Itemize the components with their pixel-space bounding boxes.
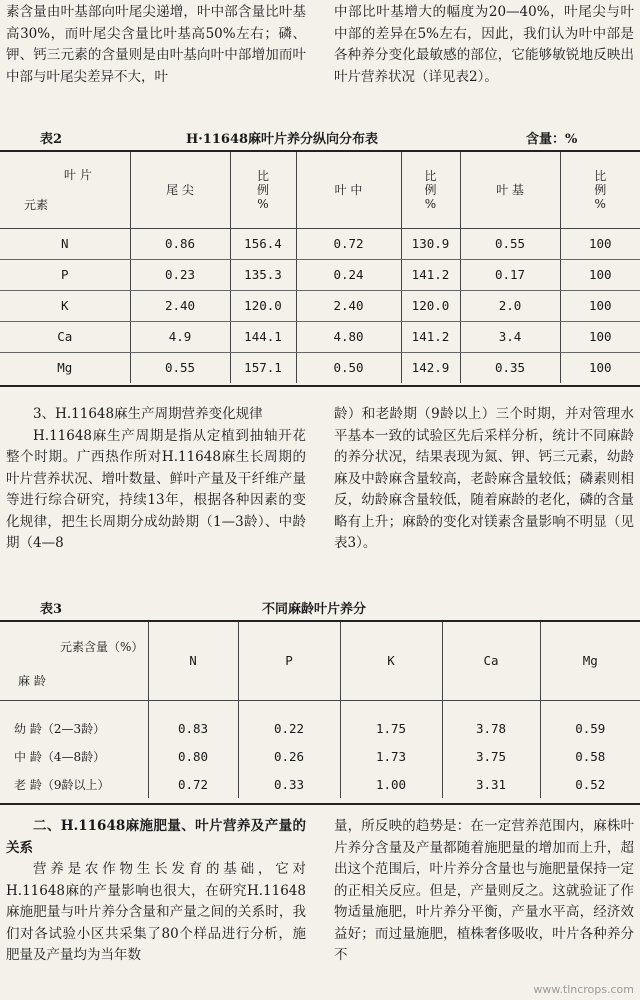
bottom-right-text: 量，所反映的趋势是：在一定营养范围内，麻株叶片养分含量及产量都随着施肥量的增加而上升，超出这个范围后，叶片养分含量也与施肥量保持一定的正相关反应。但是，产量则反之。这就验证了作物适量施肥，叶片养分平衡，产量水平高，经济效益好；而过量施肥，植株奢侈吸收，叶片各种养分不 <box>334 818 634 963</box>
section-2-heading: 二、H.11648麻施肥量、叶片营养及产量的关系 <box>6 818 306 856</box>
table2-col-mid: 叶 中 <box>296 152 401 228</box>
top-left-text: 素含量由叶基部向叶尾尖递增，叶中部含量比叶基高30%，而叶尾尖含量比叶基高50%左右；磷、钾、钙三元素的含量则是由叶基向叶中部增加而叶中部与叶尾尖差异不大，叶 <box>6 4 306 85</box>
table-row: P 0.23 135.3 0.24 141.2 0.17 100 <box>0 259 640 290</box>
table3-header <box>0 598 640 618</box>
table2-col-ratio-2: 比 例 % <box>401 152 460 228</box>
table2-col-base: 叶 基 <box>460 152 560 228</box>
bottom-left-paragraph <box>6 816 306 967</box>
middle-right-text: 龄）和老龄期（9龄以上）三个时期，并对管理水平基本一致的试验区先后采样分析，统计不同麻龄的养分状况，结果表现为氮、钾、钙三元素，幼龄麻及中龄麻含量较高，老龄麻含量较低；磷素则相反，幼龄麻含量较低，随着麻龄的老化，磷的含量略有上升；麻龄的变化对镁素含量影响不明显（见表3）。 <box>334 406 634 551</box>
table2 <box>0 152 640 383</box>
table2-col-ratio-3: 比 例 % <box>560 152 640 228</box>
table2-col-tip: 尾 尖 <box>130 152 230 228</box>
table2-unit: 含量：% <box>526 132 578 147</box>
table2-title: H·11648麻叶片养分纵向分布表 <box>186 132 379 147</box>
middle-left-text: H.11648麻生产周期是指从定植到抽轴开花整个时期。广西热作所对H.11648麻生长周期的叶片营养状况、增叶数量、鲜叶产量及干纤维产量等进行综合研究，持续13年，根据各种因素的变化规律，把生长周期分成幼龄期（1—3龄）、中龄期（4—8 <box>6 427 306 551</box>
table3-col-p: P <box>238 622 340 700</box>
table-row: 幼 龄（2—3龄） 0.83 0.22 1.75 3.78 0.59 <box>0 714 640 742</box>
bottom-left-text: 营养是农作物生长发育的基础，它对H.11648麻的产量影响也很大，在研究H.11648麻施肥量与叶片养分含量和产量之间的关系时，我们对各试验小区共采集了80个样品进行分析，施肥量及产量均为当年数 <box>6 861 306 963</box>
table-row: Ca 4.9 144.1 4.80 141.2 3.4 100 <box>0 321 640 352</box>
middle-right-paragraph <box>334 404 634 555</box>
table3-label: 表3 <box>40 602 63 617</box>
middle-left-paragraph <box>6 404 306 555</box>
table3-title: 不同麻龄叶片养分 <box>262 602 367 617</box>
table2-bottom-rule <box>0 385 640 387</box>
top-right-paragraph <box>334 2 634 88</box>
table3-col-k: K <box>340 622 442 700</box>
table2-header-row <box>0 152 640 228</box>
table3-col-mg: Mg <box>540 622 640 700</box>
table2-label: 表2 <box>40 132 63 147</box>
bottom-right-paragraph <box>334 816 634 967</box>
section-3-heading: 3、H.11648麻生产周期营养变化规律 <box>33 406 263 422</box>
table-row: 老 龄（9龄以上） 0.72 0.33 1.00 3.31 0.52 <box>0 770 640 798</box>
table3-col-ca: Ca <box>442 622 540 700</box>
table3 <box>0 622 640 798</box>
table2-header <box>0 128 640 148</box>
table3-corner: 元素含量（%） 麻 龄 <box>0 622 148 700</box>
watermark: www.tlncrops.com <box>533 983 634 996</box>
table3-header-row <box>0 622 640 700</box>
table-row: K 2.40 120.0 2.40 120.0 2.0 100 <box>0 290 640 321</box>
table-row: 中 龄（4—8龄） 0.80 0.26 1.73 3.75 0.58 <box>0 742 640 770</box>
top-right-text: 中部比叶基增大的幅度为20—40%，叶尾尖与叶中部的差异在5%左右，因此，我们认为叶中部是各种养分变化最敏感的部位，它能够敏锐地反映出叶片营养状况（详见表2）。 <box>334 4 634 85</box>
table2-col-ratio-1: 比 例 % <box>230 152 296 228</box>
table-row: N 0.86 156.4 0.72 130.9 0.55 100 <box>0 228 640 259</box>
table2-corner: 叶 片 元素 <box>0 152 130 228</box>
top-left-paragraph <box>6 2 306 88</box>
table3-bottom-rule <box>0 803 640 805</box>
table3-col-n: N <box>148 622 238 700</box>
table-row: Mg 0.55 157.1 0.50 142.9 0.35 100 <box>0 352 640 383</box>
